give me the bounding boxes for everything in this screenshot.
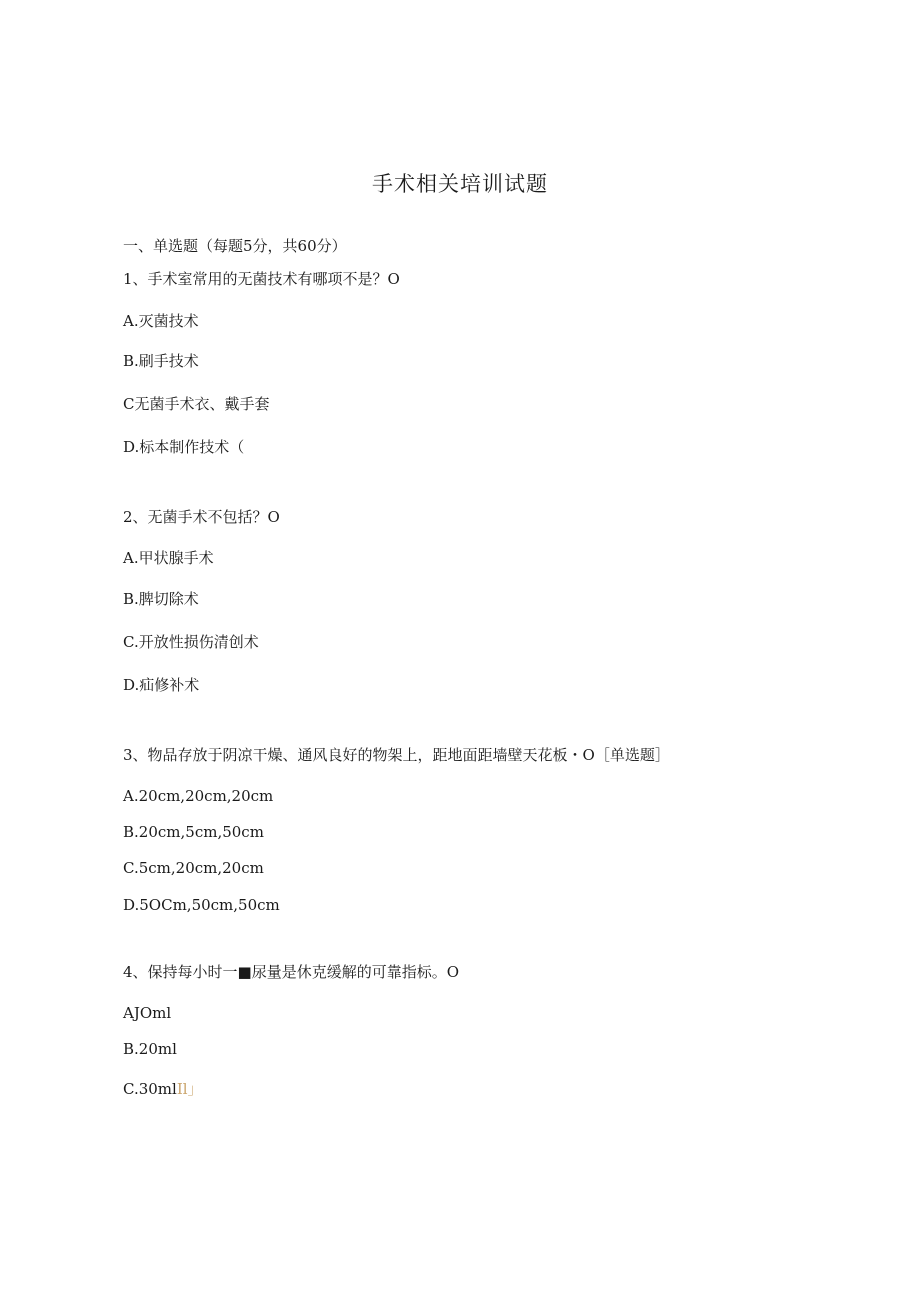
section-heading: 一、单选题（每题5分，共60分） xyxy=(123,237,347,255)
question-3-stem: 3、物品存放于阴凉干燥、通风良好的物架上，距地面距墙壁天花板・O［单选题］ xyxy=(123,746,670,764)
question-2-option-a: A.甲状腺手术 xyxy=(123,549,214,567)
question-2-option-b: B.脾切除术 xyxy=(123,590,199,608)
question-3-option-a: A.20cm,20cm,20cm xyxy=(123,787,274,805)
question-4-option-c-row xyxy=(123,1079,203,1099)
question-1-option-c: C无菌手术衣、戴手套 xyxy=(123,395,270,413)
question-4-option-a: AJOml xyxy=(123,1004,172,1022)
question-1-option-d: D.标本制作技术（ xyxy=(123,438,245,456)
question-4-option-b: B.20ml xyxy=(123,1040,177,1058)
question-3-option-b: B.20cm,5cm,50cm xyxy=(123,823,264,841)
question-2-option-c: C.开放性损伤清创术 xyxy=(123,633,259,651)
page-title: 手术相关培训试题 xyxy=(372,172,548,196)
question-3-option-d: D.5OCm,50cm,50cm xyxy=(123,896,280,914)
question-2-stem: 2、无菌手术不包括？O xyxy=(123,508,280,526)
question-3-option-c: C.5cm,20cm,20cm xyxy=(123,859,264,877)
question-2-option-d: D.疝修补术 xyxy=(123,676,200,694)
question-1-option-a: A.灭菌技术 xyxy=(123,312,199,330)
question-4-stem: 4、保持每小时一■尿量是休克缓解的可靠指标。O xyxy=(123,963,460,981)
trailing-scan-mark: Il」 xyxy=(176,1080,203,1098)
question-4-option-c: C.30ml xyxy=(123,1080,177,1098)
question-1-stem: 1、手术室常用的无菌技术有哪项不是？O xyxy=(123,270,400,288)
question-1-option-b: B.刷手技术 xyxy=(123,352,199,370)
